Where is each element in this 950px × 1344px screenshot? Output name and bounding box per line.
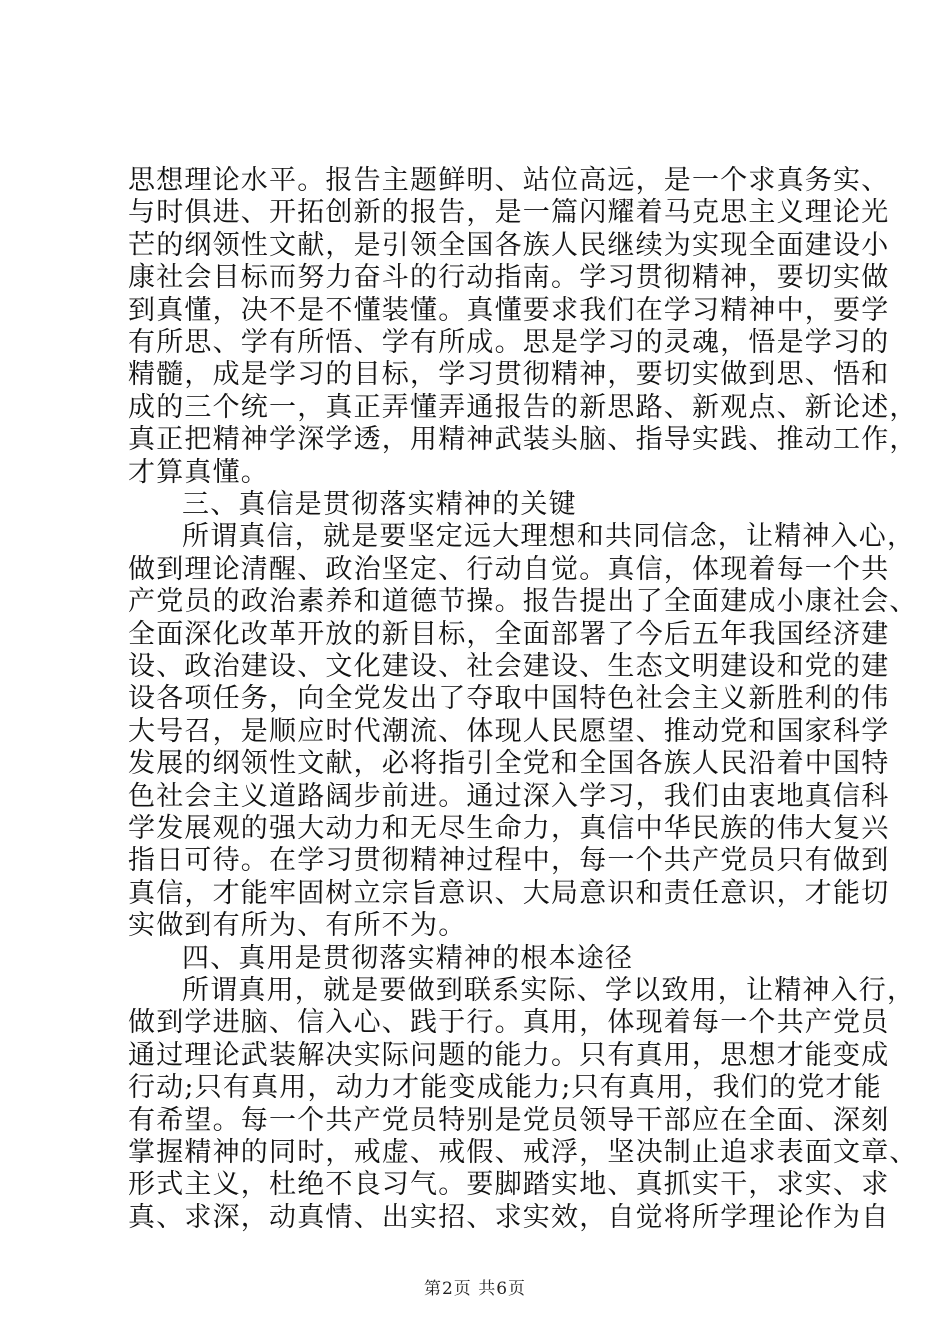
paragraph-line: 全面深化改革开放的新目标，全面部署了今后五年我国经济建 (128, 619, 890, 650)
paragraph-line: 做到学进脑、信入心、践于行。真用，体现着每一个共产党员 (128, 1007, 890, 1038)
paragraph-line: 有所思、学有所悟、学有所成。思是学习的灵魂，悟是学习的 (128, 327, 890, 358)
paragraph-line: 真信，才能牢固树立宗旨意识、大局意识和责任意识，才能切 (128, 878, 890, 909)
paragraph-line: 色社会主义道路阔步前进。通过深入学习，我们由衷地真信科 (128, 781, 890, 812)
paragraph-line: 康社会目标而努力奋斗的行动指南。学习贯彻精神，要切实做 (128, 262, 890, 293)
paragraph-line: 芒的纲领性文献，是引领全国各族人民继续为实现全面建设小 (128, 230, 890, 261)
paragraph-line: 才算真懂。 (128, 457, 269, 488)
paragraph-line: 与时俱进、开拓创新的报告，是一篇闪耀着马克思主义理论光 (128, 197, 890, 228)
paragraph-line: 思想理论水平。报告主题鲜明、站位高远，是一个求真务实、 (128, 165, 890, 196)
paragraph-line: 设、政治建设、文化建设、社会建设、生态文明建设和党的建 (128, 651, 890, 682)
paragraph-line-indented: 所谓真用，就是要做到联系实际、学以致用，让精神入行， (182, 975, 916, 1006)
paragraph-line: 成的三个统一，真正弄懂弄通报告的新思路、新观点、新论述， (128, 392, 918, 423)
paragraph-line: 掌握精神的同时，戒虚、戒假、戒浮，坚决制止追求表面文章、 (128, 1137, 918, 1168)
page-footer: 第2页 共6页 (423, 1279, 527, 1299)
paragraph-line: 发展的纲领性文献，必将指引全党和全国各族人民沿着中国特 (128, 748, 890, 779)
paragraph-line: 大号召，是顺应时代潮流、体现人民愿望、推动党和国家科学 (128, 716, 890, 747)
paragraph-line: 行动;只有真用，动力才能变成能力;只有真用，我们的党才能 (128, 1072, 882, 1103)
paragraph-line: 指日可待。在学习贯彻精神过程中，每一个共产党员只有做到 (128, 845, 890, 876)
paragraph-line: 真正把精神学深学透，用精神武装头脑、指导实践、推动工作， (128, 424, 918, 455)
paragraph-line: 做到理论清醒、政治坚定、行动自觉。真信，体现着每一个共 (128, 554, 890, 585)
paragraph-line-indented: 所谓真信，就是要坚定远大理想和共同信念，让精神入心， (182, 521, 916, 552)
paragraph-line: 到真懂，决不是不懂装懂。真懂要求我们在学习精神中，要学 (128, 295, 890, 326)
paragraph-line: 通过理论武装解决实际问题的能力。只有真用，思想才能变成 (128, 1040, 890, 1071)
paragraph-line: 精髓，成是学习的目标，学习贯彻精神，要切实做到思、悟和 (128, 359, 890, 390)
paragraph-line-indented: 四、真用是贯彻落实精神的根本途径 (182, 943, 634, 974)
paragraph-line: 实做到有所为、有所不为。 (128, 910, 467, 941)
paragraph-line: 真、求深，动真情、出实招、求实效，自觉将所学理论作为自 (128, 1202, 890, 1233)
paragraph-line-indented: 三、真信是贯彻落实精神的关键 (182, 489, 577, 520)
paragraph-line: 学发展观的强大动力和无尽生命力，真信中华民族的伟大复兴 (128, 813, 890, 844)
paragraph-line: 形式主义，杜绝不良习气。要脚踏实地、真抓实干，求实、求 (128, 1169, 890, 1200)
paragraph-line: 设各项任务，向全党发出了夺取中国特色社会主义新胜利的伟 (128, 683, 890, 714)
paragraph-line: 有希望。每一个共产党员特别是党员领导干部应在全面、深刻 (128, 1105, 890, 1136)
paragraph-line: 产党员的政治素养和道德节操。报告提出了全面建成小康社会、 (128, 586, 918, 617)
